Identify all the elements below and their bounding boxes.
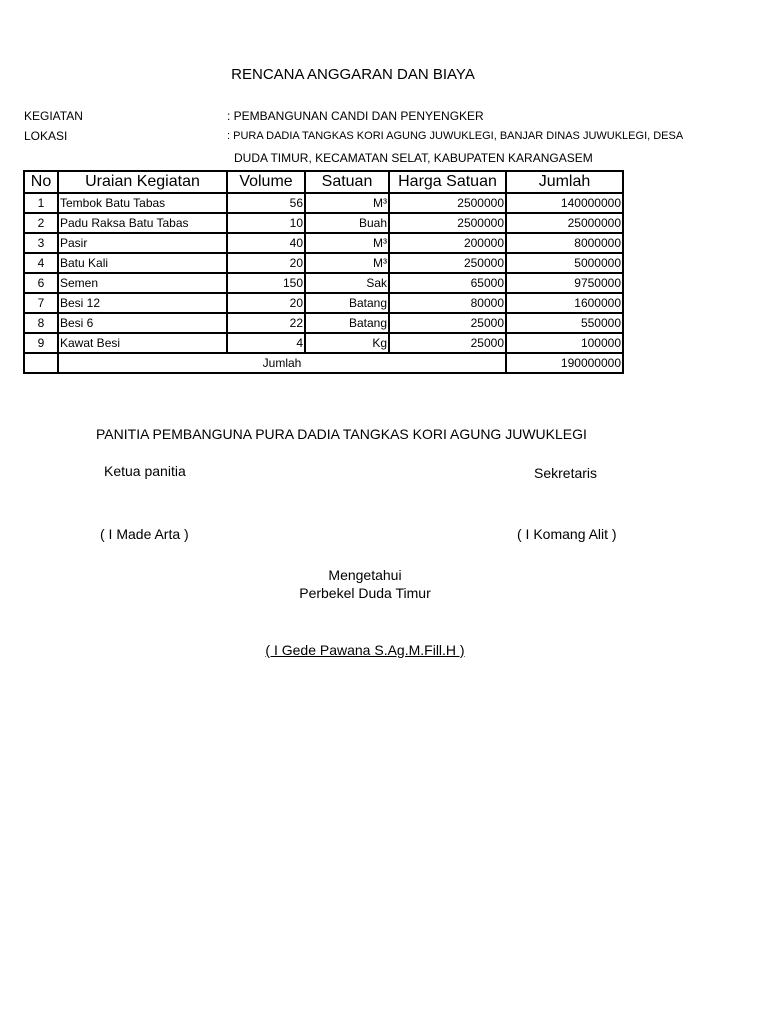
sekretaris-title: Sekretaris	[534, 465, 598, 481]
cell-uraian: Semen	[58, 273, 227, 293]
cell-no: 3	[24, 233, 58, 253]
table-row	[24, 253, 623, 273]
cell-no: 1	[24, 193, 58, 213]
cell-volume: 20	[227, 293, 305, 313]
table-row	[24, 273, 623, 293]
cell-no: 2	[24, 213, 58, 233]
lokasi-value-line2: DUDA TIMUR, KECAMATAN SELAT, KABUPATEN KARANGASEM	[234, 151, 593, 165]
header-no: No	[24, 171, 58, 193]
cell-satuan: M³	[305, 233, 389, 253]
header-satuan: Satuan	[305, 171, 389, 193]
cell-uraian: Batu Kali	[58, 253, 227, 273]
cell-no: 7	[24, 293, 58, 313]
table-row	[24, 293, 623, 313]
ketua-name: ( I Made Arta )	[100, 526, 189, 542]
cell-volume: 40	[227, 233, 305, 253]
table-row	[24, 193, 623, 213]
cell-uraian: Kawat Besi	[58, 333, 227, 353]
cell-harga: 65000	[389, 273, 506, 293]
cell-satuan: Sak	[305, 273, 389, 293]
cell-no: 6	[24, 273, 58, 293]
header-uraian: Uraian Kegiatan	[58, 171, 227, 193]
cell-uraian: Pasir	[58, 233, 227, 253]
cell-volume: 20	[227, 253, 305, 273]
ketua-title: Ketua panitia	[104, 463, 186, 479]
cell-volume: 22	[227, 313, 305, 333]
cell-uraian: Besi 12	[58, 293, 227, 313]
cell-harga: 25000	[389, 333, 506, 353]
cell-uraian: Tembok Batu Tabas	[58, 193, 227, 213]
cell-satuan: Batang	[305, 293, 389, 313]
cell-jumlah: 25000000	[506, 213, 623, 233]
document-title: RENCANA ANGGARAN DAN BIAYA	[231, 66, 475, 83]
cell-satuan: Batang	[305, 313, 389, 333]
cell-harga: 2500000	[389, 193, 506, 213]
approval-line2: Perbekel Duda Timur	[299, 585, 431, 601]
cell-volume: 10	[227, 213, 305, 233]
header-harga-satuan: Harga Satuan	[389, 171, 506, 193]
cell-volume: 150	[227, 273, 305, 293]
cell-jumlah: 1600000	[506, 293, 623, 313]
cell-harga: 2500000	[389, 213, 506, 233]
total-label: Jumlah	[58, 353, 506, 373]
cell-uraian: Besi 6	[58, 313, 227, 333]
approval-name: ( I Gede Pawana S.Ag.M.Fill.H )	[265, 642, 465, 658]
header-volume: Volume	[227, 171, 305, 193]
header-jumlah: Jumlah	[506, 171, 623, 193]
lokasi-label: LOKASI	[24, 129, 68, 143]
kegiatan-label: KEGIATAN	[24, 109, 83, 123]
budget-table	[23, 170, 624, 374]
cell-harga: 200000	[389, 233, 506, 253]
sekretaris-name: ( I Komang Alit )	[517, 526, 617, 542]
cell-jumlah: 550000	[506, 313, 623, 333]
committee-heading: PANITIA PEMBANGUNA PURA DADIA TANGKAS KORI AGUNG JUWUKLEGI	[96, 426, 587, 442]
cell-satuan: M³	[305, 253, 389, 273]
table-row	[24, 313, 623, 333]
cell-volume: 4	[227, 333, 305, 353]
cell-jumlah: 9750000	[506, 273, 623, 293]
table-row	[24, 213, 623, 233]
cell-volume: 56	[227, 193, 305, 213]
table-total-row	[24, 353, 623, 373]
total-value: 190000000	[506, 353, 623, 373]
cell-empty	[24, 353, 58, 373]
cell-no: 4	[24, 253, 58, 273]
table-row	[24, 333, 623, 353]
cell-satuan: Buah	[305, 213, 389, 233]
table-header-row	[24, 171, 623, 193]
cell-satuan: Kg	[305, 333, 389, 353]
cell-harga: 25000	[389, 313, 506, 333]
table-row	[24, 233, 623, 253]
cell-no: 9	[24, 333, 58, 353]
cell-jumlah: 140000000	[506, 193, 623, 213]
cell-jumlah: 100000	[506, 333, 623, 353]
kegiatan-value: : PEMBANGUNAN CANDI DAN PENYENGKER	[227, 109, 484, 123]
cell-jumlah: 8000000	[506, 233, 623, 253]
cell-uraian: Padu Raksa Batu Tabas	[58, 213, 227, 233]
cell-satuan: M³	[305, 193, 389, 213]
cell-jumlah: 5000000	[506, 253, 623, 273]
lokasi-value-line1: : PURA DADIA TANGKAS KORI AGUNG JUWUKLEGI, BANJAR DINAS JUWUKLEGI, DESA	[227, 130, 684, 142]
cell-harga: 80000	[389, 293, 506, 313]
approval-line1: Mengetahui	[328, 567, 402, 583]
cell-harga: 250000	[389, 253, 506, 273]
cell-no: 8	[24, 313, 58, 333]
